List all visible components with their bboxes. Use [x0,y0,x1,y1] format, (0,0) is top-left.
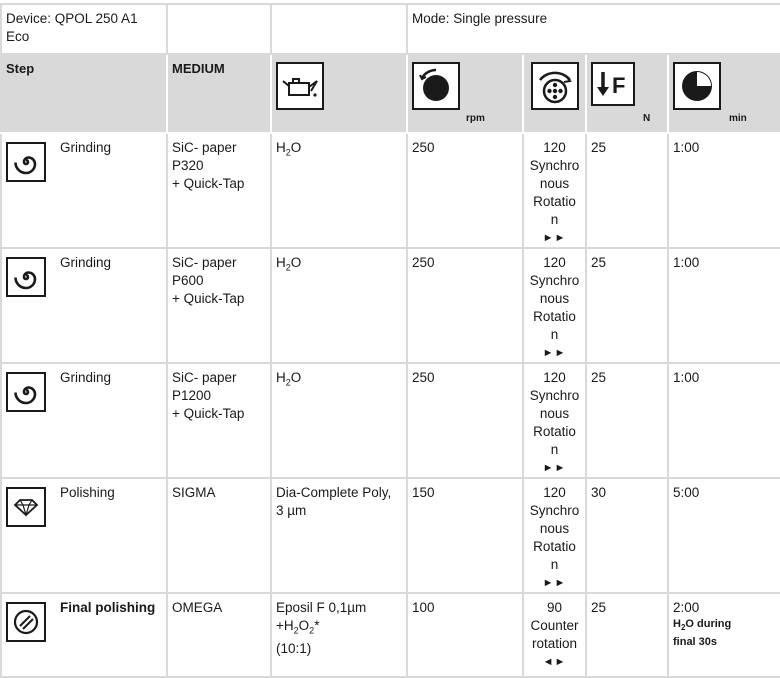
rotation-header [523,54,586,133]
time-note: $H_2O$ during [673,618,732,633]
oil-can-icon [276,62,324,110]
table-row [1,593,780,677]
rotation-cell: 120 Synchro nous Rotatio n ►► [523,363,586,478]
rotation-arrows: ►► [542,232,567,244]
device-label: Device: QPOL 250 A1 Eco [6,11,138,44]
step-name: Grinding [60,255,112,270]
step-cell [1,363,167,478]
rotation-arrows: ◄► [542,656,567,668]
lubricant-cell: $H_2O$ [271,363,407,478]
time-cell: 1:00 [668,248,780,363]
medium-cell [167,133,271,248]
empty-header-cell [167,4,271,54]
rotation-cell: 120 Synchro nous Rotatio n ►► [523,478,586,593]
table-row [1,248,780,363]
force-cell: 25 [586,593,668,677]
step-cell [1,593,167,677]
rpm-header [407,54,523,133]
table-row [1,478,780,593]
rpm-cell: 250 [407,133,523,248]
step-header-label: Step [6,61,35,76]
step-cell [1,248,167,363]
rpm-cell: 250 [407,248,523,363]
lubricant-cell: $H_2O$ [271,133,407,248]
rotation-cell: 120 Synchro nous Rotatio n ►► [523,133,586,248]
time-cell: 1:00 [668,133,780,248]
holder-rotation-icon [531,62,579,110]
medium-cell: SiC- paper P1200 + Quick-Tap [167,363,271,478]
time-header [668,54,780,133]
medium-cell: SIGMA [167,478,271,593]
force-cell: 25 [586,248,668,363]
lubricant-cell: Eposil F 0,1µm $+H_2O_2*$ (10:1) [271,593,407,677]
rpm-cell: 250 [407,363,523,478]
spiral-icon [6,372,46,412]
disc-rotation-icon [412,62,460,110]
step-cell [1,478,167,593]
medium-line: + Quick-Tap [172,176,245,191]
preparation-table [0,3,780,678]
medium-cell: SiC- paper P600 + Quick-Tap [167,248,271,363]
column-header-row [1,54,780,133]
lubricant-header [271,54,407,133]
force-letter: F [612,73,626,98]
medium-line: P320 [172,158,204,173]
clock-icon [673,62,721,110]
force-icon [591,62,635,106]
rpm-cell: 100 [407,593,523,677]
step-name: Polishing [60,485,115,500]
step-name: Grinding [60,140,112,155]
medium-cell: OMEGA [167,593,271,677]
rotation-arrows: ►► [542,462,567,474]
step-name: Final polishing [60,600,156,615]
time-cell: 5:00 [668,478,780,593]
medium-line: SiC- paper [172,140,237,155]
spiral-icon [6,142,46,182]
medium-header-label: MEDIUM [172,61,225,76]
step-name: Grinding [60,370,112,385]
rpm-unit: rpm [466,113,485,124]
time-cell: 1:00 [668,363,780,478]
lubricant-cell: $H_2O$ [271,248,407,363]
table-row [1,133,780,248]
force-cell: 25 [586,363,668,478]
slash-circle-icon [6,602,46,642]
rotation-arrows: ►► [542,577,567,589]
rotation-cell: 120 Synchro nous Rotatio n ►► [523,248,586,363]
time-unit: min [729,113,747,124]
force-header [586,54,668,133]
empty-header-cell [271,4,407,54]
force-cell: 25 [586,133,668,248]
rotation-cell: 90 Counter rotation ◄► [523,593,586,677]
medium-header [167,54,271,133]
device-row [1,4,780,54]
rotation-arrows: ►► [542,347,567,359]
rpm-cell: 150 [407,478,523,593]
lubricant-cell: Dia-Complete Poly, 3 µm [271,478,407,593]
mode-label: Mode: Single pressure [412,11,548,26]
step-cell [1,133,167,248]
force-unit: N [643,113,651,124]
spiral-icon [6,257,46,297]
table-row [1,363,780,478]
time-cell: 2:00 $H_2O$ during final 30s [668,593,780,677]
device-cell [1,4,167,54]
diamond-icon [6,487,46,527]
mode-cell [407,4,780,54]
step-header [1,54,167,133]
force-cell: 30 [586,478,668,593]
